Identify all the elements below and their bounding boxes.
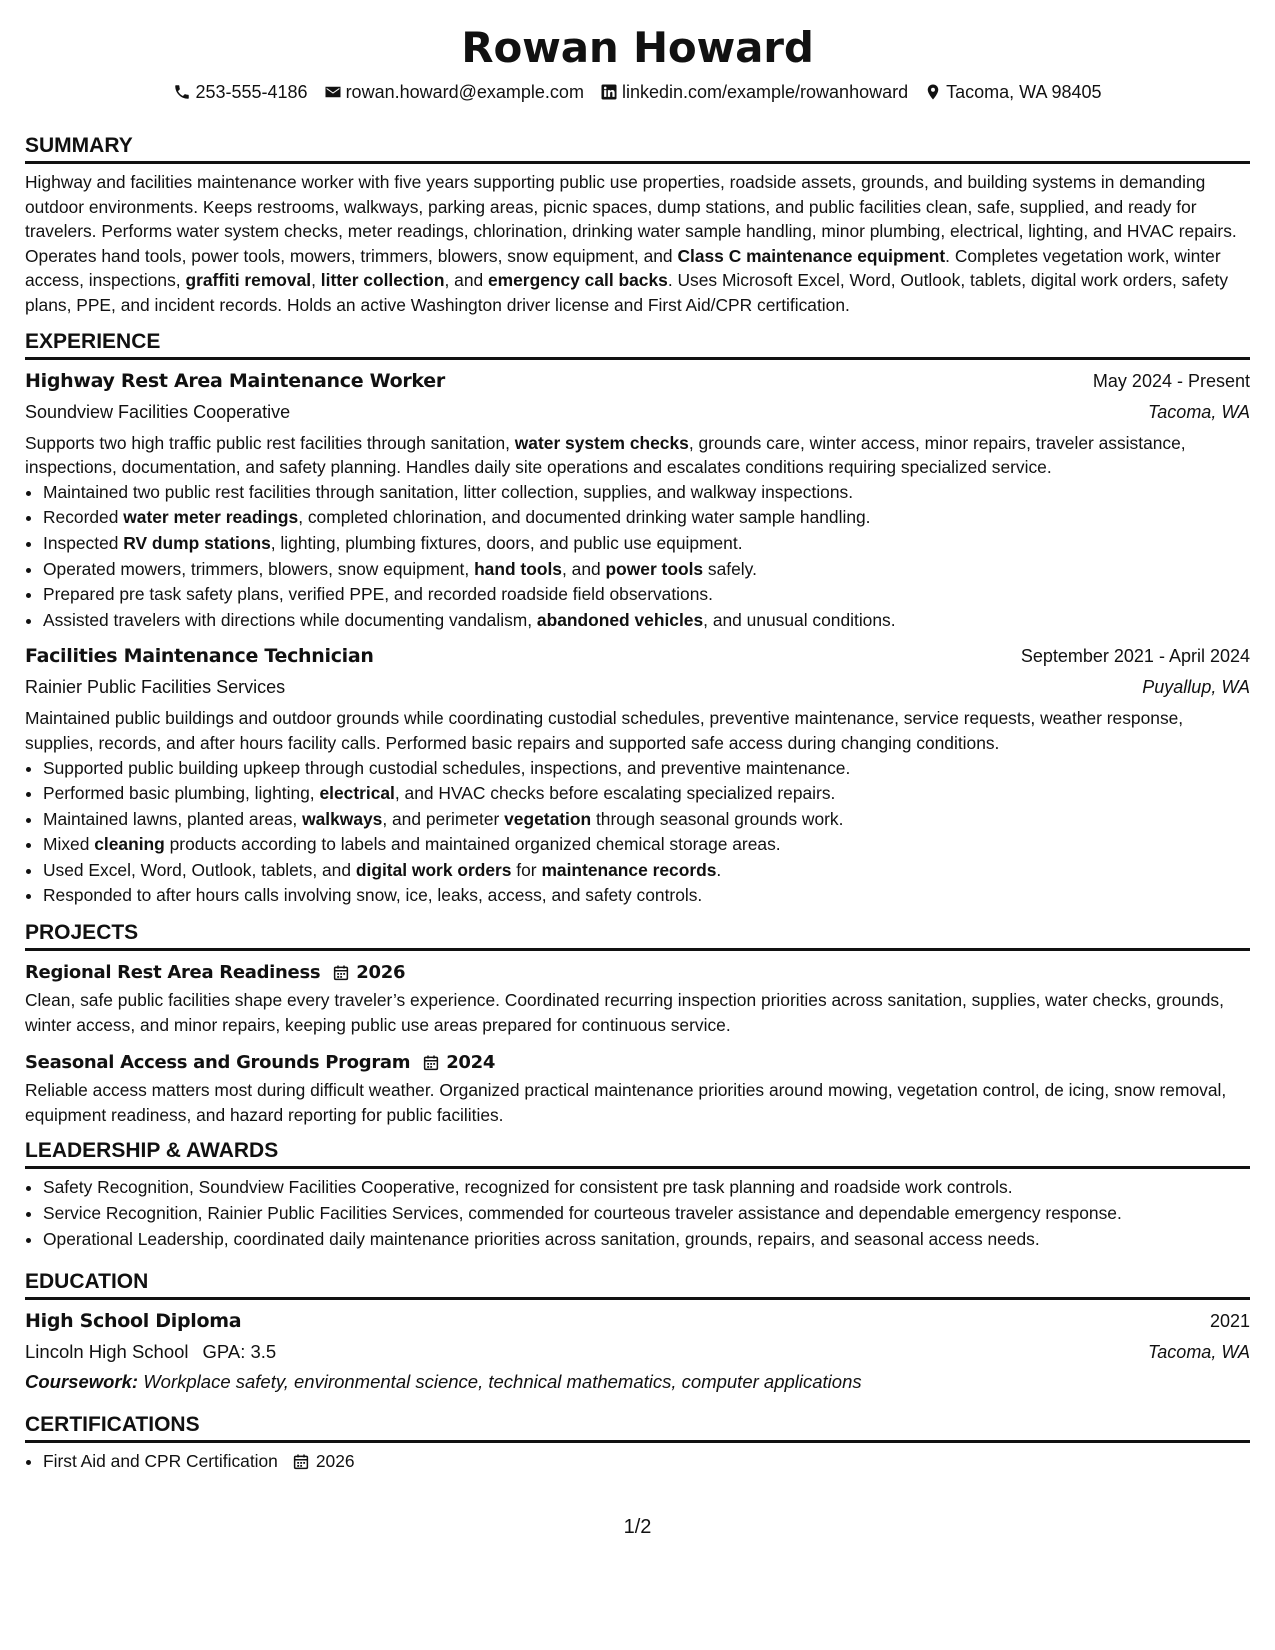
gpa: GPA: 3.5 <box>202 1341 277 1363</box>
projects-section <box>25 919 1250 1127</box>
contact-email[interactable] <box>324 80 584 104</box>
job-location: Puyallup, WA <box>1142 677 1250 698</box>
project-entry <box>25 957 1250 1037</box>
job-title: Facilities Maintenance Technician <box>25 645 374 668</box>
certifications-heading: CERTIFICATIONS <box>25 1411 1250 1443</box>
job-organization: Soundview Facilities Cooperative <box>25 401 291 422</box>
list-item: • Performed basic plumbing, lighting, electrical, and HVAC checks before escalating specialized repairs. <box>43 781 1250 807</box>
contact-bar <box>25 80 1250 104</box>
list-item: • Prepared pre task safety plans, verified PPE, and recorded roadside field observations. <box>43 582 1250 608</box>
list-item: • Mixed cleaning products according to labels and maintained organized chemical storage areas. <box>43 832 1250 858</box>
certifications-list <box>25 1449 1250 1475</box>
education-section <box>25 1268 1250 1397</box>
job-dates: September 2021 - April 2024 <box>1020 646 1250 667</box>
project-description: Reliable access matters most during difficult weather. Organized practical maintenance priorities around mowing, vegetation control, de icing, snow removal, equipment readiness, and hazard reporting for public facilities. <box>25 1080 1227 1125</box>
school-name: Lincoln High School <box>25 1341 189 1363</box>
page-number: 1/2 <box>623 1516 652 1538</box>
linkedin-icon <box>600 83 618 101</box>
projects-heading: PROJECTS <box>25 919 1250 951</box>
map-pin-icon <box>924 83 942 101</box>
leadership-section <box>25 1137 1250 1252</box>
job-entry <box>25 641 1250 909</box>
calendar-icon <box>332 964 350 982</box>
job-entry <box>25 366 1250 634</box>
project-year: 2024 <box>446 1052 496 1074</box>
list-item: • Used Excel, Word, Outlook, tablets, and digital work orders for maintenance records. <box>43 858 1250 884</box>
coursework <box>25 1367 1250 1397</box>
list-item: • Service Recognition, Rainier Public Facilities Services, commended for courteous traveler assistance and dependable emergency response. <box>43 1201 1250 1227</box>
envelope-icon <box>324 83 342 101</box>
contact-location <box>924 80 1101 104</box>
job-bullets <box>25 756 1250 910</box>
leadership-heading: LEADERSHIP & AWARDS <box>25 1137 1250 1169</box>
job-location: Tacoma, WA <box>1147 401 1250 422</box>
job-organization: Rainier Public Facilities Services <box>25 677 286 698</box>
linkedin-link[interactable]: linkedin.com/example/rowanhoward <box>621 82 909 102</box>
phone-icon <box>173 83 191 101</box>
contact-linkedin[interactable] <box>600 80 908 104</box>
location-text: Tacoma, WA 98405 <box>946 82 1102 102</box>
list-item: • Inspected RV dump stations, lighting, plumbing fixtures, doors, and public use equipment. <box>43 531 1250 557</box>
email-link[interactable]: rowan.howard@example.com <box>345 82 584 102</box>
education-heading: EDUCATION <box>25 1268 1250 1300</box>
list-item: • Maintained lawns, planted areas, walkways, and perimeter vegetation through seasonal grounds work. <box>43 807 1250 833</box>
job-bullets <box>25 480 1250 634</box>
list-item: • Safety Recognition, Soundview Facilities Cooperative, recognized for consistent pre task planning and roadside work controls. <box>43 1175 1250 1201</box>
summary-section <box>25 132 1250 318</box>
project-name: Seasonal Access and Grounds Program <box>25 1052 411 1074</box>
list-item: • Supported public building upkeep through custodial schedules, inspections, and preventive maintenance. <box>43 756 1250 782</box>
phone-text: 253-555-4186 <box>195 82 308 102</box>
graduation-year: 2021 <box>1209 1311 1250 1332</box>
experience-section <box>25 328 1250 910</box>
certification-name: • First Aid and CPR Certification <box>43 1451 278 1472</box>
list-item: • Operated mowers, trimmers, blowers, snow equipment, hand tools, and power tools safely. <box>43 557 1250 583</box>
list-item <box>43 1449 1250 1475</box>
project-entry <box>25 1047 1250 1127</box>
experience-heading: EXPERIENCE <box>25 328 1250 360</box>
calendar-icon <box>422 1054 440 1072</box>
contact-phone <box>173 80 307 104</box>
job-description: Supports two high traffic public rest facilities through sanitation, water system checks, grounds care, winter access, minor repairs, traveler assistance, inspections, documentation, and safety planning. Handles daily site operations and escalates conditions requiring specialized service. <box>25 432 1186 478</box>
project-year: 2026 <box>356 962 406 984</box>
summary-text: Highway and facilities maintenance worker with five years supporting public use properties, roadside assets, grounds, and building systems in demanding outdoor environments. Keeps restrooms, walkways, parking areas, picnic spaces, dump stations, and public facilities clean, safe, supplied, and ready for travelers. Performs water system checks, meter readings, chlorination, drinking water sample handling, minor plumbing, electrical, lighting, and HVAC repairs. Operates hand tools, power tools, mowers, trimmers, blowers, snow equipment, and Class C maintenance equipment. Completes vegetation work, winter access, inspections, graffiti removal, litter collection, and emergency call backs. Uses Microsoft Excel, Word, Outlook, tablets, digital work orders, safety plans, PPE, and incident records. Holds an active Washington driver license and First Aid/CPR certification. <box>25 172 1237 315</box>
coursework-label: Coursework: <box>25 1371 139 1393</box>
coursework-text: Workplace safety, environmental science, technical mathematics, computer applications <box>138 1371 862 1393</box>
certifications-section <box>25 1411 1250 1475</box>
degree: High School Diploma <box>25 1310 242 1333</box>
job-description: Maintained public buildings and outdoor grounds while coordinating custodial schedules, preventive maintenance, service requests, weather response, supplies, records, and after hours facility calls. Performed basic repairs and supported safe access during changing conditions. <box>25 708 1184 753</box>
calendar-icon <box>292 1453 310 1471</box>
list-item: • Operational Leadership, coordinated daily maintenance priorities across sanitation, grounds, repairs, and seasonal access needs. <box>43 1227 1250 1253</box>
list-item: • Maintained two public rest facilities through sanitation, litter collection, supplies, and walkway inspections. <box>43 480 1250 506</box>
list-item: • Assisted travelers with directions while documenting vandalism, abandoned vehicles, and unusual conditions. <box>43 608 1250 634</box>
job-title: Highway Rest Area Maintenance Worker <box>25 369 445 392</box>
certification-year: 2026 <box>315 1451 355 1472</box>
list-item: • Recorded water meter readings, completed chlorination, and documented drinking water sample handling. <box>43 505 1250 531</box>
job-dates: May 2024 - Present <box>1092 370 1250 391</box>
project-description: Clean, safe public facilities shape every traveler’s experience. Coordinated recurring inspection priorities across sanitation, supplies, water checks, grounds, winter access, and minor repairs, keeping public use areas prepared for continuous service. <box>25 990 1224 1035</box>
project-name: Regional Rest Area Readiness <box>25 962 321 984</box>
candidate-name: Rowan Howard <box>461 23 814 72</box>
leadership-list <box>25 1175 1250 1252</box>
list-item: • Responded to after hours calls involving snow, ice, leaks, access, and safety controls. <box>43 883 1250 909</box>
summary-heading: SUMMARY <box>25 132 1250 164</box>
school-location: Tacoma, WA <box>1147 1342 1250 1363</box>
